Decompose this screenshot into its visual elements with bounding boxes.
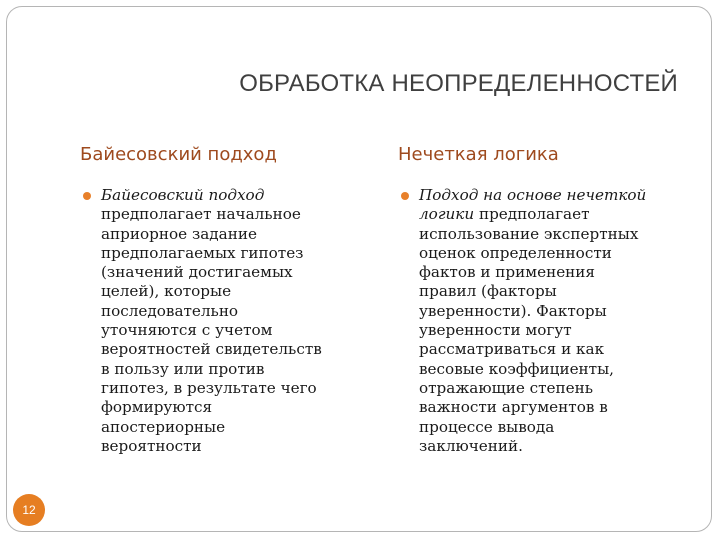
left-bullet xyxy=(80,186,370,456)
left-bullet-line: априорное задание xyxy=(101,224,257,243)
left-bullet-line: вероятности xyxy=(101,436,202,455)
right-bullet-line: уверенности). Факторы xyxy=(419,301,607,320)
left-bullet-line: (значений достигаемых xyxy=(101,263,293,282)
right-bullet-line: правил (факторы xyxy=(419,282,557,301)
right-bullet-line: уверенности могут xyxy=(419,321,572,340)
right-bullet-line: заключений. xyxy=(419,436,523,455)
right-bullet-line: отражающие степень xyxy=(419,378,594,397)
bullet-dot-icon xyxy=(401,192,409,200)
left-bullet-line: предполагает начальное xyxy=(101,205,301,224)
right-bullet-line: процессе вывода xyxy=(419,417,555,436)
left-bullet-line: в пользу или против xyxy=(101,359,265,378)
slide-title: ОБРАБОТКА НЕОПРЕДЕЛЕННОСТЕЙ xyxy=(239,70,678,97)
left-column xyxy=(80,144,370,456)
left-bullet-line: последовательно xyxy=(101,301,239,320)
right-bullet-line: оценок определенности xyxy=(419,243,612,262)
left-bullet-line: гипотез, в результате чего xyxy=(101,378,317,397)
right-bullet xyxy=(398,186,688,456)
left-bullet-line: целей), которые xyxy=(101,282,232,301)
left-bullet-line: Байесовский подход xyxy=(101,186,265,204)
left-bullet-line: апостериорные xyxy=(101,417,226,436)
bullet-dot-icon xyxy=(83,192,91,200)
left-bullet-line: формируются xyxy=(101,398,213,417)
right-bullet-line: весовые коэффициенты, xyxy=(419,359,614,378)
left-column-heading: Байесовский подход xyxy=(80,144,277,165)
right-column xyxy=(398,144,688,456)
right-bullet-line: Подход на основе нечеткой xyxy=(419,186,647,204)
left-bullet-line: вероятностей свидетельств xyxy=(101,340,322,359)
right-column-heading: Нечеткая логика xyxy=(398,144,559,165)
left-bullet-line: предполагаемых гипотез xyxy=(101,243,304,262)
right-bullet-line: логики предполагает xyxy=(419,205,590,224)
right-bullet-line: рассматриваться и как xyxy=(419,340,605,359)
right-bullet-line: использование экспертных xyxy=(419,224,639,243)
page-number-badge: 12 xyxy=(13,494,45,526)
left-bullet-line: уточняются с учетом xyxy=(101,321,273,340)
right-bullet-line: фактов и применения xyxy=(419,263,596,282)
right-bullet-line: важности аргументов в xyxy=(419,398,608,417)
